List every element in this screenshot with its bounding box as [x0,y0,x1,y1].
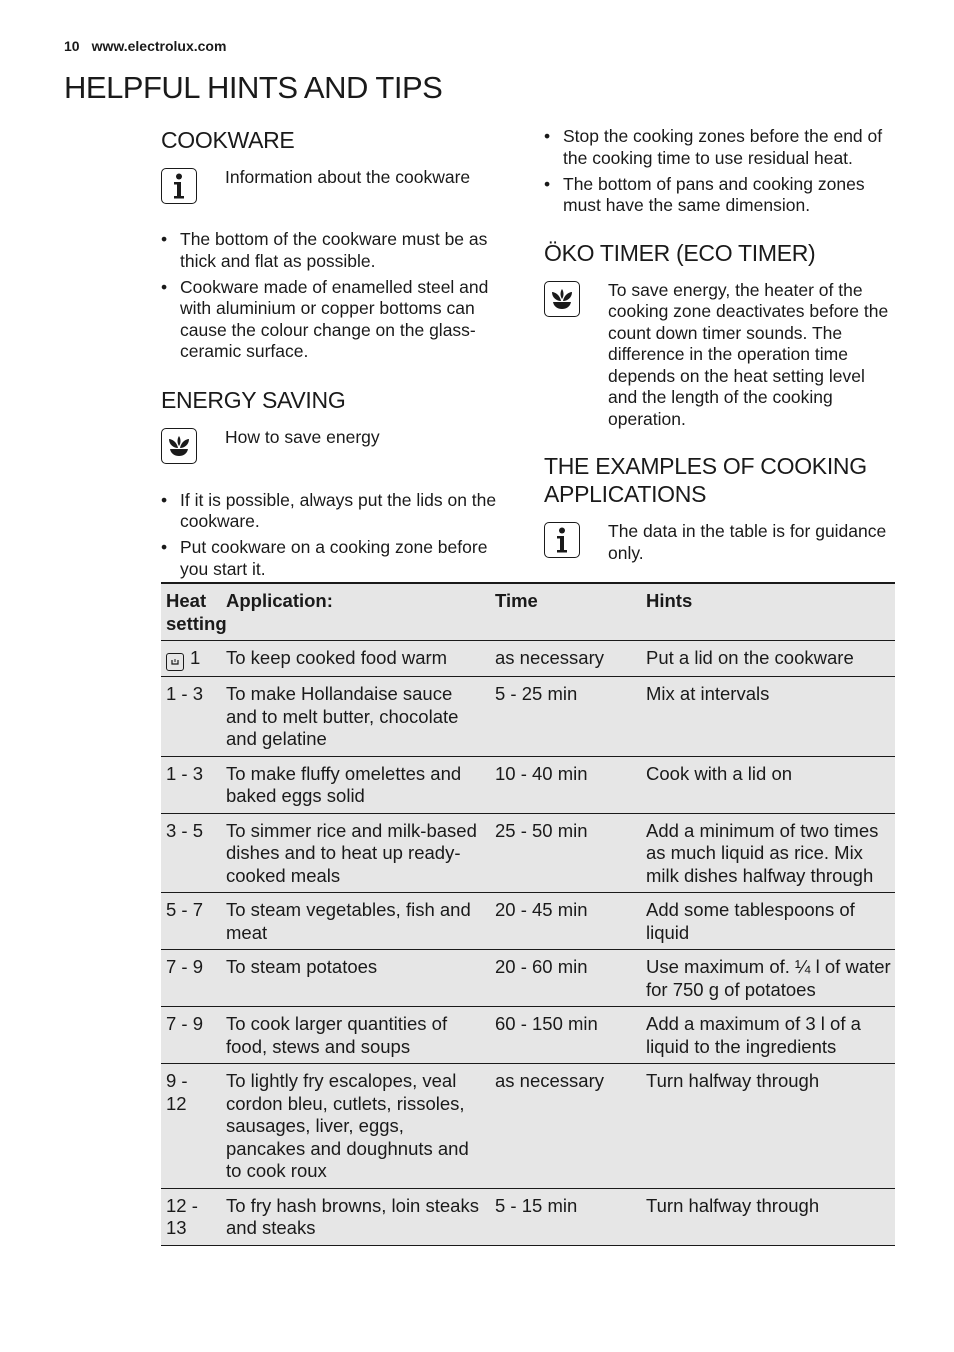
table-row [161,641,895,677]
application-cell: To simmer rice and milk-based dishes and to heat up ready-cooked meals [221,813,490,893]
time-cell: as necessary [490,641,641,677]
cookware-note-text: Information about the cookware [225,167,471,187]
energy-saving-bullets [161,490,511,581]
application-cell: To steam vegetables, fish and meat [221,893,490,950]
table-row [161,756,895,813]
cooking-applications-table [161,582,895,1246]
right-column [544,126,896,564]
cookware-heading: COOKWARE [161,127,295,153]
hints-cell: Put a lid on the cookware [641,641,895,677]
cookware-note [161,168,511,204]
column-header-heat-setting: Heat setting [161,583,221,641]
heat-cell: 1 - 3 [161,756,221,813]
energy-saving-section [161,386,511,581]
cookware-section [161,126,511,363]
heat-cell: 3 - 5 [161,813,221,893]
heat-cell: 7 - 9 [161,950,221,1007]
examples-heading: THE EXAMPLES OF COOKING APPLICATIONS [544,453,867,507]
heat-cell: 7 - 9 [161,1007,221,1064]
heat-cell: 1 [161,641,221,677]
table-row [161,1188,895,1245]
energy-saving-bullets-continued [544,126,896,217]
column-header-application: Application: [221,583,490,641]
time-cell: 10 - 40 min [490,756,641,813]
table-row [161,950,895,1007]
page-number: 10 [64,38,80,54]
oko-timer-note-text: To save energy, the heater of the cooking zone deactivates before the count down timer sounds. The difference in the operation time depends on the heat setting level and the length of the cooking operation. [608,279,889,429]
time-cell: 25 - 50 min [490,813,641,893]
time-cell: 20 - 60 min [490,950,641,1007]
hints-cell: Turn halfway through [641,1064,895,1189]
examples-note [544,522,896,564]
list-item: • Cookware made of enamelled steel and with aluminium or copper bottoms can cause the colour change on the glass-ceramic surface. [161,277,511,363]
examples-section [544,452,896,564]
oko-timer-heading: ÖKO TIMER (ECO TIMER) [544,239,816,266]
hints-cell: Cook with a lid on [641,756,895,813]
list-item: • The bottom of pans and cooking zones must have the same dimension. [544,174,896,217]
energy-saving-heading: ENERGY SAVING [161,386,346,413]
heat-cell: 1 - 3 [161,677,221,757]
table-row [161,1007,895,1064]
application-cell: To fry hash browns, loin steaks and steaks [221,1188,490,1245]
table-row [161,1064,895,1189]
list-item: • The bottom of the cookware must be as thick and flat as possible. [161,229,511,272]
time-cell: 20 - 45 min [490,893,641,950]
keep-warm-icon [166,653,184,671]
info-icon [544,522,580,558]
oko-timer-section [544,239,896,431]
list-item: • Stop the cooking zones before the end of the cooking time to use residual heat. [544,126,896,169]
table-row [161,893,895,950]
list-item: • If it is possible, always put the lids on the cookware. [161,490,511,533]
energy-saving-note-text: How to save energy [225,426,380,447]
page-header [64,38,226,54]
application-cell: To keep cooked food warm [221,641,490,677]
eco-leaf-icon [161,428,197,464]
table-header-row [161,583,895,641]
table-row [161,813,895,893]
hints-cell: Add a maximum of 3 l of a liquid to the ingredients [641,1007,895,1064]
time-cell: as necessary [490,1064,641,1189]
time-cell: 5 - 15 min [490,1188,641,1245]
time-cell: 5 - 25 min [490,677,641,757]
column-header-hints: Hints [641,583,895,641]
column-header-time: Time [490,583,641,641]
eco-leaf-icon [544,281,580,317]
heat-cell: 5 - 7 [161,893,221,950]
hints-cell: Add a minimum of two times as much liquid as rice. Mix milk dishes halfway through [641,813,895,893]
hints-cell: Use maximum of. ¼ l of water for 750 g of potatoes [641,950,895,1007]
hints-cell: Turn halfway through [641,1188,895,1245]
time-cell: 60 - 150 min [490,1007,641,1064]
site-url: www.electrolux.com [91,38,227,54]
heat-cell: 9 - 12 [161,1064,221,1189]
page-title: HELPFUL HINTS AND TIPS [64,70,443,105]
application-cell: To lightly fry escalopes, veal cordon bleu, cutlets, rissoles, sausages, liver, eggs, pancakes and doughnuts and to cook roux [221,1064,490,1189]
hints-cell: Add some tablespoons of liquid [641,893,895,950]
hints-cell: Mix at intervals [641,677,895,757]
oko-timer-note [544,281,896,431]
cookware-bullets [161,229,511,363]
application-cell: To steam potatoes [221,950,490,1007]
examples-note-text: The data in the table is for guidance only. [608,521,887,563]
list-item: • Put cookware on a cooking zone before you start it. [161,537,511,580]
energy-saving-note [161,428,511,464]
table-row [161,677,895,757]
application-cell: To make fluffy omelettes and baked eggs solid [221,756,490,813]
left-column [161,126,511,585]
heat-cell: 12 - 13 [161,1188,221,1245]
info-icon [161,168,197,204]
application-cell: To make Hollandaise sauce and to melt butter, chocolate and gelatine [221,677,490,757]
application-cell: To cook larger quantities of food, stews and soups [221,1007,490,1064]
